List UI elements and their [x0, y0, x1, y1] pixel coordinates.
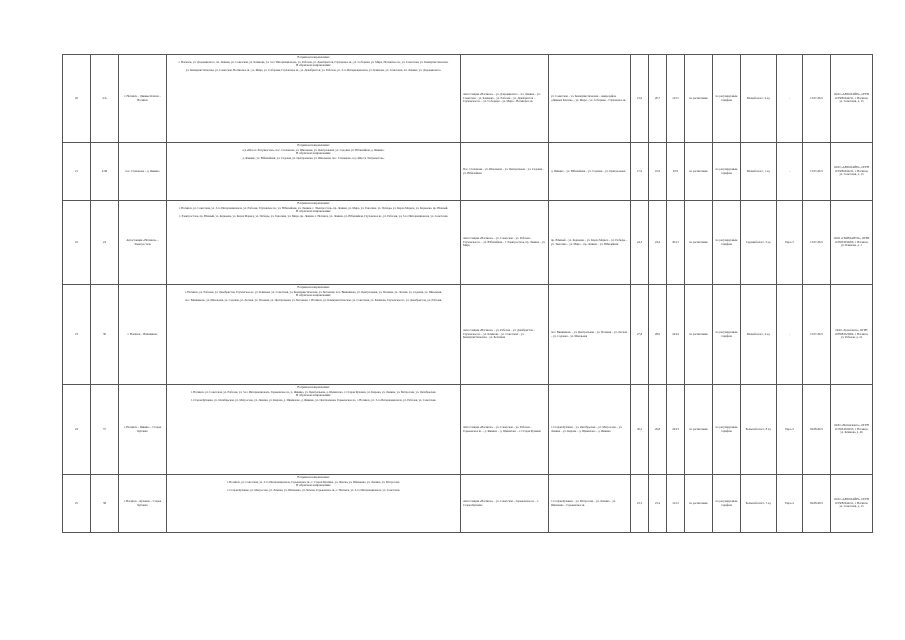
route-name: пос. Степанова – д. Ямкино: [119, 143, 167, 201]
stops-list-return: д. Ямкино – ул. Юбилейная – ул. Садовая – ул. Центральная: [549, 143, 631, 201]
stops-list: Автостанция «Ногинск» – ул. Советская – ул. Рабочая – Глуховское ш. – ул. Юбилейная – г. Электросталь, пр. Ленина – ул. Мира: [461, 201, 549, 285]
row-number: 25: [63, 475, 91, 533]
start-date: 04.08.2021: [803, 475, 831, 533]
route-name: г. Ногинск – Вишняково: [119, 285, 167, 385]
stops-list: Автостанция «Ногинск» – ул. Рабочая – ул. Декабристов – Глуховское ш. – ул. Климова – ул. Советская – ул. Коммунистическая – ул. Бетонная: [461, 285, 549, 385]
fare-type: по регулируемым тарифам: [713, 385, 741, 475]
regularity: по расписанию: [685, 385, 713, 475]
carrier: ООО «ГРАНДАВТО», ОГРН 1165031056200, г. Ногинск, ул. Климова, д. 1: [831, 201, 873, 285]
row-number: 24: [63, 385, 91, 475]
start-date: 13.07.2021: [803, 55, 831, 143]
route-length: 17,9: [631, 143, 649, 201]
route-back-header: В обратном направлении:: [296, 151, 331, 156]
route-name: Автостанция «Ногинск» – Электросталь: [119, 201, 167, 285]
stops-count: 24/24: [667, 285, 685, 385]
stops-count: 24/23: [667, 385, 685, 475]
stops-count: 9/10: [667, 143, 685, 201]
route-length: 21,6: [631, 55, 649, 143]
eco-class: Евро-3: [777, 201, 803, 285]
table-row: [63, 143, 873, 201]
eco-class: -: [777, 143, 803, 201]
route-code: 36: [91, 285, 119, 385]
route-code: 37: [91, 385, 119, 475]
table-row: [63, 201, 873, 285]
vehicle-class: Большой класс, 7 ед.: [741, 475, 777, 533]
vehicle-class: Малый класс, 4 ед.: [741, 55, 777, 143]
regularity: по расписанию: [685, 143, 713, 201]
route-length: 24,3: [631, 201, 649, 285]
regularity: по расписанию: [685, 475, 713, 533]
start-date: 13.07.2021: [803, 285, 831, 385]
start-date: 04.08.2021: [803, 385, 831, 475]
stops-list: Автостанция «Ногинск» – ул. Советская – Горьковское ш. – г. Старая Купавна: [461, 475, 549, 533]
route-code: 24: [91, 201, 119, 285]
route-code: 38: [91, 475, 119, 533]
table-row: [63, 385, 873, 475]
fare-type: по регулируемым тарифам: [713, 55, 741, 143]
route-fwd-header: В прямом направлении:: [297, 285, 330, 289]
route-name: г. Ногинск – Купавна – Старая Купавна: [119, 475, 167, 533]
eco-class: Евро-4: [777, 385, 803, 475]
route-registry-table: [62, 54, 873, 533]
table-row: [63, 285, 873, 385]
carrier: ООО «АВТОЛАЙН», ОГРН 1195081044211, г. Ногинск, ул. Советская, д. 13: [831, 55, 873, 143]
route-fwd-text: г. Ногинск, ул. Рабочая, ул. Декабристов, Глуховское ш., ул. Климова, ул. Советская, ул. Коммунистическая, ул. Бетонная, пос. Вишняково, ул. Центральная, ул. Полевая, ул. Лесная, ул. Садовая, ул. Школьная.: [185, 289, 442, 294]
route-fwd-header: В прямом направлении:: [297, 201, 330, 205]
stops-list-return: пр. Южный – ул. Корнеева – ул. Карла Маркса – ул. Победы – ул. Тевосяна – ул. Мира – пр. Ленина – ул. Юбилейная: [549, 201, 631, 285]
route-path: [167, 475, 461, 533]
route-path: [167, 143, 461, 201]
start-date: 13.07.2021: [803, 143, 831, 201]
route-fwd-header: В прямом направлении:: [297, 475, 330, 479]
eco-class: Евро-4: [777, 475, 803, 533]
route-length-return: 20,7: [649, 55, 667, 143]
row-number: 21: [63, 143, 91, 201]
route-path: [167, 385, 461, 475]
fare-type: по регулируемым тарифам: [713, 475, 741, 533]
stops-list-return: г. Старая Купавна – ул. Октябрьская – ул. Матросова – ул. Ленина – ул. Кирова – д. Щемилово – д. Ямкино: [549, 385, 631, 475]
vehicle-class: Средний класс, 5 ед.: [741, 201, 777, 285]
stops-count: 20/21: [667, 201, 685, 285]
route-fwd-text: а/д «Шоссе Энтузиастов», пос. Степанова, ул. Школьная, ул. Центральная, ул. Садовая, ул. Юбилейная, д. Ямкино.: [242, 147, 385, 152]
route-length: 30,2: [631, 385, 649, 475]
stops-list-return: пос. Вишняково – ул. Центральная – ул. Полевая – ул. Лесная – ул. Садовая – ул. Школьная: [549, 285, 631, 385]
document-page: [62, 54, 870, 559]
route-length: 23,3: [631, 475, 649, 533]
route-name: г. Ногинск – Ямкино – Старая Купавна: [119, 385, 167, 475]
carrier: ООО «Ногинскавто», ОГРН 1155031002015, г. Ногинск, ул. Климова, д. 46: [831, 385, 873, 475]
route-back-text: пос. Вишняково, ул. Школьная, ул. Садовая, ул. Лесная, ул. Полевая, ул. Центральная, ул. Бетонная, г. Ногинск, ул. Коммунистическая, ул. Советская, ул. Климова, Глуховское ш., ул. Декабристов, ул. Рабочая.: [185, 297, 442, 302]
regularity: по расписанию: [685, 55, 713, 143]
stops-list-return: ул. Советская – ул. Коммунистическая – микрорайон «Дивные Ключи» – ул. Мира – ул. Соборная – Глуховское ш.: [549, 55, 631, 143]
route-fwd-text: г. Ногинск, ул. Дзержинского, пл. Ленина, ул. Советская, ул. Климова, ул. 3-го Интернационала, ул. Рабочая, ул. Декабристов, Глуховское ш., ул. Соборная, ул. Мира, Ногинское ш., ул. Советская, ул. Коммунистическая.: [178, 59, 449, 64]
route-back-text: г. Старая Купавна, ул. Октябрьская, ул. Матросова, ул. Ленина, ул. Кирова, д. Щемилово, д. Ямкино, ул. Центральная, Горьковское ш., г. Ногинск, ул. 3-го Интернационала, ул. Рабочая, ул. Советская.: [190, 397, 437, 402]
route-back-header: В обратном направлении:: [296, 483, 331, 488]
route-length-return: 16,6: [649, 143, 667, 201]
route-fwd-header: В прямом направлении:: [297, 55, 330, 59]
stops-list: Автостанция «Ногинск» – ул. Дзержинского – пл. Ленина – ул. Советская – ул. Климова – ул. Рабочая – ул. Декабристов – Глуховское ш. – ул. Соборная – ул. Мира – Ногинское ш.: [461, 55, 549, 143]
route-back-header: В обратном направлении:: [296, 63, 331, 68]
route-path: [167, 55, 461, 143]
eco-class: -: [777, 55, 803, 143]
route-code: 2/А: [91, 55, 119, 143]
fare-type: по регулируемым тарифам: [713, 285, 741, 385]
route-name: г. Ногинск – Дивные Ключи – Ногинск: [119, 55, 167, 143]
eco-class: -: [777, 285, 803, 385]
route-back-text: г. Электросталь, пр. Южный, ул. Корнеева, ул. Карла Маркса, ул. Победы, ул. Тевосяна, ул. Мира, пр. Ленина, г. Ногинск, ул. Ленина, ул. Юбилейная, Глуховское ш., ул. Рабочая, ул. 3-го Интернационала, ул. Советская.: [178, 213, 449, 218]
route-back-header: В обратном направлении:: [296, 393, 331, 398]
vehicle-class: Малый класс, 4 ед.: [741, 285, 777, 385]
route-back-text: д. Ямкино, ул. Юбилейная, ул. Садовая, ул. Центральная, ул. Школьная, пос. Степанова, а/д «Шоссе Энтузиастов».: [242, 155, 385, 160]
table-row: [63, 475, 873, 533]
regularity: по расписанию: [685, 285, 713, 385]
vehicle-class: Большой класс, 8 ед.: [741, 385, 777, 475]
route-length-return: 28,0: [649, 285, 667, 385]
route-fwd-header: В прямом направлении:: [297, 385, 330, 389]
route-path: [167, 285, 461, 385]
stops-count: 12/15: [667, 55, 685, 143]
stops-list: Автостанция «Ногинск» – ул. Советская – ул. Рабочая – Горьковское ш. – д. Ямкино – д. Щемилово – г. Старая Купавна: [461, 385, 549, 475]
route-back-text: ул. Коммунистическая, ул. Советская, Ногинское ш., ул. Мира, ул. Соборная, Глуховское ш., ул. Декабристов, ул. Рабочая, ул. 3-го Интернационала, ул. Климова, ул. Советская, пл. Ленина, ул. Дзержинского.: [185, 67, 442, 72]
vehicle-class: Малый класс, 1 ед.: [741, 143, 777, 201]
fare-type: по регулируемым тарифам: [713, 201, 741, 285]
table-row: [63, 55, 873, 143]
stops-count: 12/12: [667, 475, 685, 533]
row-number: 22: [63, 201, 91, 285]
route-fwd-text: г. Ногинск, ул. Советская, ул. 3-го Интернационала, Горьковское ш., г. Старая Купавна, ул. Чехова, ул. Шевченко, ул. Ленина, ул. Матросова.: [226, 479, 400, 484]
carrier: ООО «АВТОЛАЙН», ОГРН 1195081044211, г. Ногинск, ул. Советская, д. 13: [831, 143, 873, 201]
route-fwd-text: г. Ногинск, ул. Советская, ул. Рабочая, ул. 3-го Интернационала, Горьковское ш., д. Ямкино, ул. Центральная, д. Щемилово, г. Старая Купавна, ул. Кирова, ул. Ленина, ул. Матросова, ул. Октябрьская.: [190, 389, 437, 394]
route-back-text: г. Старая Купавна, ул. Матросова, ул. Ленина, ул. Шевченко, ул. Чехова, Горьковское ш., г. Ногинск, ул. 3-го Интернационала, ул. Советская.: [226, 487, 400, 492]
fare-type: по регулируемым тарифам: [713, 143, 741, 201]
row-number: 23: [63, 285, 91, 385]
route-length-return: 23,4: [649, 475, 667, 533]
route-length-return: 29,8: [649, 385, 667, 475]
route-back-header: В обратном направлении:: [296, 293, 331, 298]
carrier: ООО «АВТОЛАЙН», ОГРН 1195081044211, г. Ногинск, ул. Советская, д. 13: [831, 475, 873, 533]
route-length-return: 24,4: [649, 201, 667, 285]
row-number: 20: [63, 55, 91, 143]
regularity: по расписанию: [685, 201, 713, 285]
route-length: 27,8: [631, 285, 649, 385]
stops-list: Пос. Степанова – ул. Школьная – ул. Центральная – ул. Садовая – ул. Юбилейная: [461, 143, 549, 201]
route-code: 21М: [91, 143, 119, 201]
route-fwd-text: г. Ногинск, ул. Советская, ул. 3-го Интернационала, ул. Рабочая, Глуховское ш., ул. Юбилейная, ул. Ленина, г. Электросталь, пр. Ленина, ул. Мира, ул. Тевосяна, ул. Победы, ул. Карла Маркса, ул. Корнеева, пр. Южный.: [178, 205, 449, 210]
route-path: [167, 201, 461, 285]
route-back-header: В обратном направлении:: [296, 209, 331, 214]
route-fwd-header: В прямом направлении:: [297, 143, 330, 147]
carrier: ООО «ТрансАвто», ОГРН 1185081023004, г. Ногинск, ул. Рабочая, д. 12: [831, 285, 873, 385]
start-date: 13.07.2021: [803, 201, 831, 285]
stops-list-return: г. Старая Купавна – ул. Матросова – ул. Ленина – ул. Шевченко – Горьковское ш.: [549, 475, 631, 533]
